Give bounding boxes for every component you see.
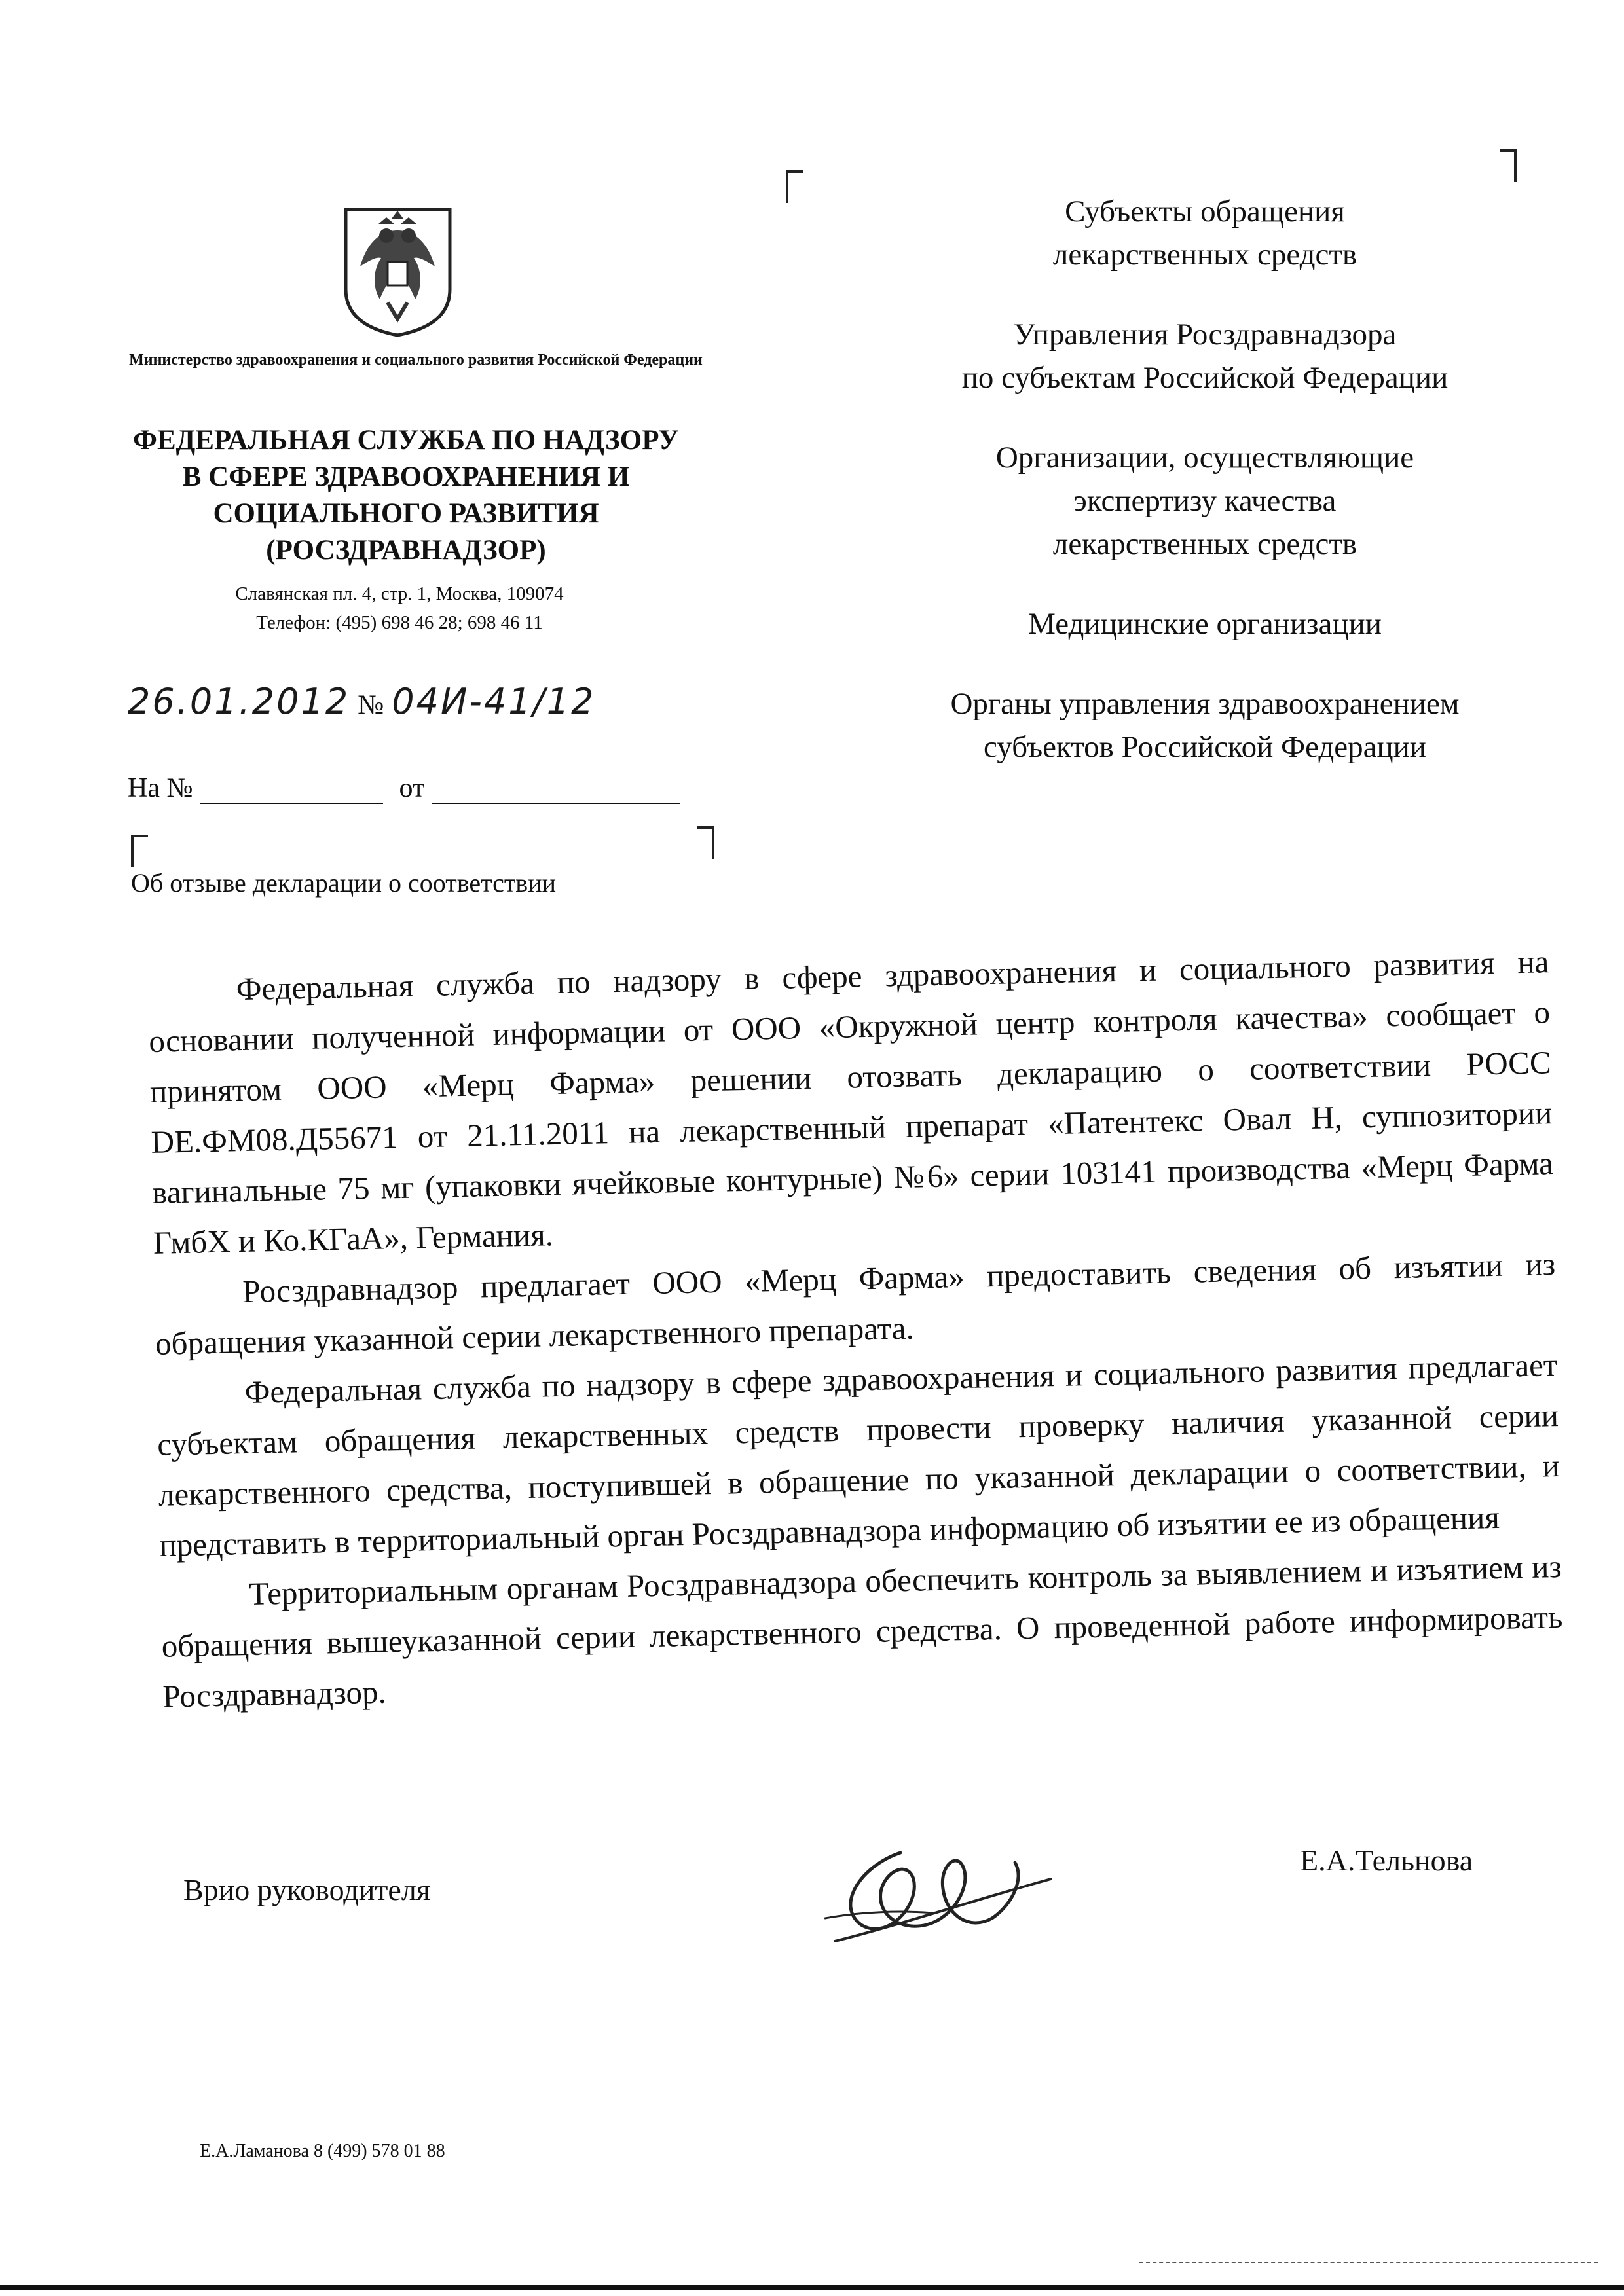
subject-corner-mark [697,826,714,859]
addressee-line: субъектов Российской Федерации [984,730,1426,764]
addressee-line: Организации, осуществляющие [995,441,1414,475]
agency-name-line: СОЦИАЛЬНОГО РАЗВИТИЯ [213,498,599,529]
agency-contacts [111,579,688,637]
subject-corner-mark [131,835,148,867]
addressee [877,602,1532,646]
agency-address: Славянская пл. 4, стр. 1, Москва, 109074 [235,583,564,604]
handwritten-signature [822,1827,1058,1958]
executor-contact: Е.А.Ламанова 8 (499) 578 01 88 [200,2141,445,2161]
addressee [877,190,1532,276]
incoming-reference [128,773,704,804]
outgoing-date: 26.01.2012 [128,681,350,722]
addressee [877,436,1532,566]
addressee-line: Субъекты обращения [1065,194,1345,228]
russian-coat-of-arms-icon [341,204,455,338]
addressee [877,682,1532,769]
address-corner-mark [1500,149,1517,182]
addressee-line: по субъектам Российской Федерации [961,361,1449,395]
body-paragraph: Росздравнадзор предлагает ООО «Мерц Фарма» предоставить сведения об изъятии из обращения указанной серии лекарственного препарата. [155,1246,1556,1362]
addressee-list [877,190,1532,805]
addressee-line: лекарственных средств [1052,238,1357,272]
outgoing-number: 04И-41/12 [392,681,596,722]
agency-name-line: В СФЕРЕ ЗДРАВООХРАНЕНИЯ И [182,462,630,492]
agency-name [92,422,720,569]
number-sign: № [358,690,384,720]
agency-name-line: (РОСЗДРАВНАДЗОР) [266,535,546,566]
incoming-date-blank [432,774,680,804]
address-corner-mark [786,170,803,203]
addressee [877,313,1532,399]
body-paragraph: Федеральная служба по надзору в сфере здравоохранения и социального развития на основании полученной информации от ООО «Окружной центр контроля качества» сообщает о принятом ООО «Мерц Фарма» решении отозвать декларацию о соответствии РОСС DE.ФМ08.Д55671 от 21.11.2011 на лекарственный препарат «Патентекс Овал Н, суппозитории вагинальные 75 мг (упаковки ячейковые контурные) №6» серии 103141 производства «Мерц Фарма ГмбХ и Ко.КГаА», Германия. [148,943,1554,1261]
addressee-line: Управления Росздравнадзора [1013,318,1397,352]
addressee-line: экспертизу качества [1073,484,1337,518]
incoming-date-label: от [399,773,425,803]
signatory-name: Е.А.Тельнова [1300,1844,1473,1877]
body-paragraph: Федеральная служба по надзору в сфере здравоохранения и социального развития предлагает субъектам обращения лекарственных средств провести проверку наличия указанной серии лекарственного средства, поступившей в обращение по указанной декларации о соответствии, и представить в территориальный орган Росздравнадзора информацию об изъятии ее из обращения [157,1347,1560,1563]
dashed-divider [1139,2262,1598,2263]
incoming-number-blank [200,774,383,804]
scan-bottom-edge [0,2285,1624,2290]
ministry-name: Министерство здравоохранения и социального развития Российской Федерации [129,352,703,369]
body-paragraph: Территориальным органам Росздравнадзора обеспечить контроль за выявлением и изъятием из обращения вышеуказанной серии лекарственного средства. О проведенной работе информировать Росздравнадзор. [161,1548,1563,1715]
letter-body [147,936,1564,1722]
signatory-title: Врио руководителя [183,1873,430,1906]
agency-phone: Телефон: (495) 698 46 28; 698 46 11 [256,612,543,633]
incoming-number-label: На № [128,773,193,803]
addressee-line: Органы управления здравоохранением [950,687,1460,721]
letter-subject: Об отзыве декларации о соответствии [131,868,557,898]
agency-name-line: ФЕДЕРАЛЬНАЯ СЛУЖБА ПО НАДЗОРУ [133,425,679,456]
addressee-line: лекарственных средств [1052,527,1357,561]
outgoing-registration [128,681,704,733]
addressee-line: Медицинские организации [1028,607,1382,641]
